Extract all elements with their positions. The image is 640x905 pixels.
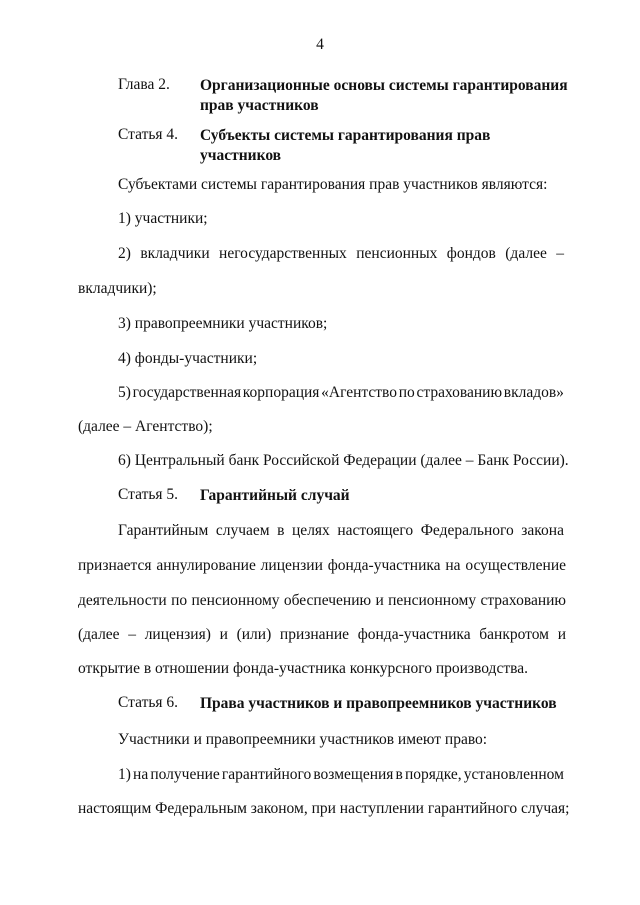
word: осуществление [465, 557, 566, 574]
word: целях [292, 522, 330, 539]
word: случаем [215, 522, 270, 539]
word: 2) [118, 245, 131, 262]
article-6-item-1-continuation: настоящим Федеральным законом, при наступлении гарантийного случая; [78, 800, 570, 817]
chapter-title-line: Организационные основы системы гарантирования [200, 77, 568, 94]
article-4-intro: Субъектами системы гарантирования прав участников являются: [118, 176, 548, 193]
word: банкротом [479, 626, 549, 643]
word: фонда-участника [357, 626, 471, 643]
article-4-label: Статья 4. [118, 126, 179, 143]
word: пенсионных [356, 245, 438, 262]
article-4-item-2 [118, 245, 564, 263]
article-5-paragraph-line [118, 522, 564, 540]
word: страхованию [416, 384, 503, 401]
word: негосударственных [219, 245, 347, 262]
word: в [395, 766, 403, 783]
word: 5) [118, 384, 131, 401]
article-5-title: Гарантийный случай [200, 487, 350, 504]
word: возмещения [313, 766, 394, 783]
word: признается [78, 557, 152, 574]
page-number: 4 [316, 36, 324, 53]
word: на [133, 766, 149, 783]
word: деятельности [78, 592, 167, 609]
word: по [398, 384, 415, 401]
word: Федерального [420, 522, 514, 539]
word: по [171, 592, 188, 609]
word: страхованию [480, 592, 566, 609]
word: настоящего [337, 522, 414, 539]
word: вкладов» [503, 384, 564, 401]
word: гарантийного [221, 766, 312, 783]
chapter-label: Глава 2. [118, 76, 170, 93]
word: фонда-участника [327, 557, 441, 574]
article-4-item-1: 1) участники; [118, 210, 208, 227]
article-4-item-4: 4) фонды-участники; [118, 350, 258, 367]
word: пенсионному [388, 592, 477, 609]
word: и [219, 626, 228, 643]
article-4-item-2-continuation: вкладчики); [78, 280, 157, 297]
word: – [556, 245, 564, 262]
word: Гарантийным [118, 522, 209, 539]
article-4-title-line: Субъекты системы гарантирования прав [200, 127, 491, 144]
word: аннулирование [156, 557, 256, 574]
article-5-paragraph-line [78, 592, 566, 610]
article-6-item-1 [118, 766, 564, 784]
article-4-title-line: участников [200, 147, 282, 164]
word: «Агентство [321, 384, 398, 401]
word: пенсионному [191, 592, 280, 609]
word: установленном [463, 766, 564, 783]
word: и [557, 626, 566, 643]
word: (далее [505, 245, 547, 262]
word: обеспечению [283, 592, 372, 609]
chapter-title-line: прав участников [200, 97, 319, 114]
article-5-paragraph-line [78, 557, 566, 575]
article-4-item-6: 6) Центральный банк Российской Федерации (далее – Банк России). [118, 452, 569, 469]
word: лицензия) [144, 626, 211, 643]
article-4-item-5-continuation: (далее – Агентство); [78, 418, 213, 435]
article-4-title [200, 126, 570, 166]
article-4-item-5 [118, 384, 564, 402]
word: признание [279, 626, 350, 643]
article-5-paragraph-last-line: открытие в отношении фонда-участника конкурсного производства. [78, 660, 528, 677]
word: порядке, [404, 766, 462, 783]
word: вкладчики [140, 245, 210, 262]
word: в [277, 522, 285, 539]
word: корпорация [242, 384, 320, 401]
word: – [128, 626, 136, 643]
article-4-item-3: 3) правопреемники участников; [118, 315, 328, 332]
word: фондов [446, 245, 496, 262]
article-5-paragraph-line [78, 626, 566, 644]
word: на [445, 557, 461, 574]
word: (далее [78, 626, 120, 643]
article-6-title: Права участников и правопреемников участников [200, 695, 557, 712]
word: государственная [132, 384, 242, 401]
word: 1) [118, 766, 131, 783]
word: получение [150, 766, 220, 783]
word: (или) [236, 626, 272, 643]
word: и [375, 592, 384, 609]
article-6-label: Статья 6. [118, 694, 179, 711]
word: лицензии [260, 557, 323, 574]
article-6-intro: Участники и правопреемники участников имеют право: [118, 731, 488, 748]
word: закона [521, 522, 564, 539]
article-5-label: Статья 5. [118, 486, 179, 503]
chapter-title [200, 76, 570, 116]
